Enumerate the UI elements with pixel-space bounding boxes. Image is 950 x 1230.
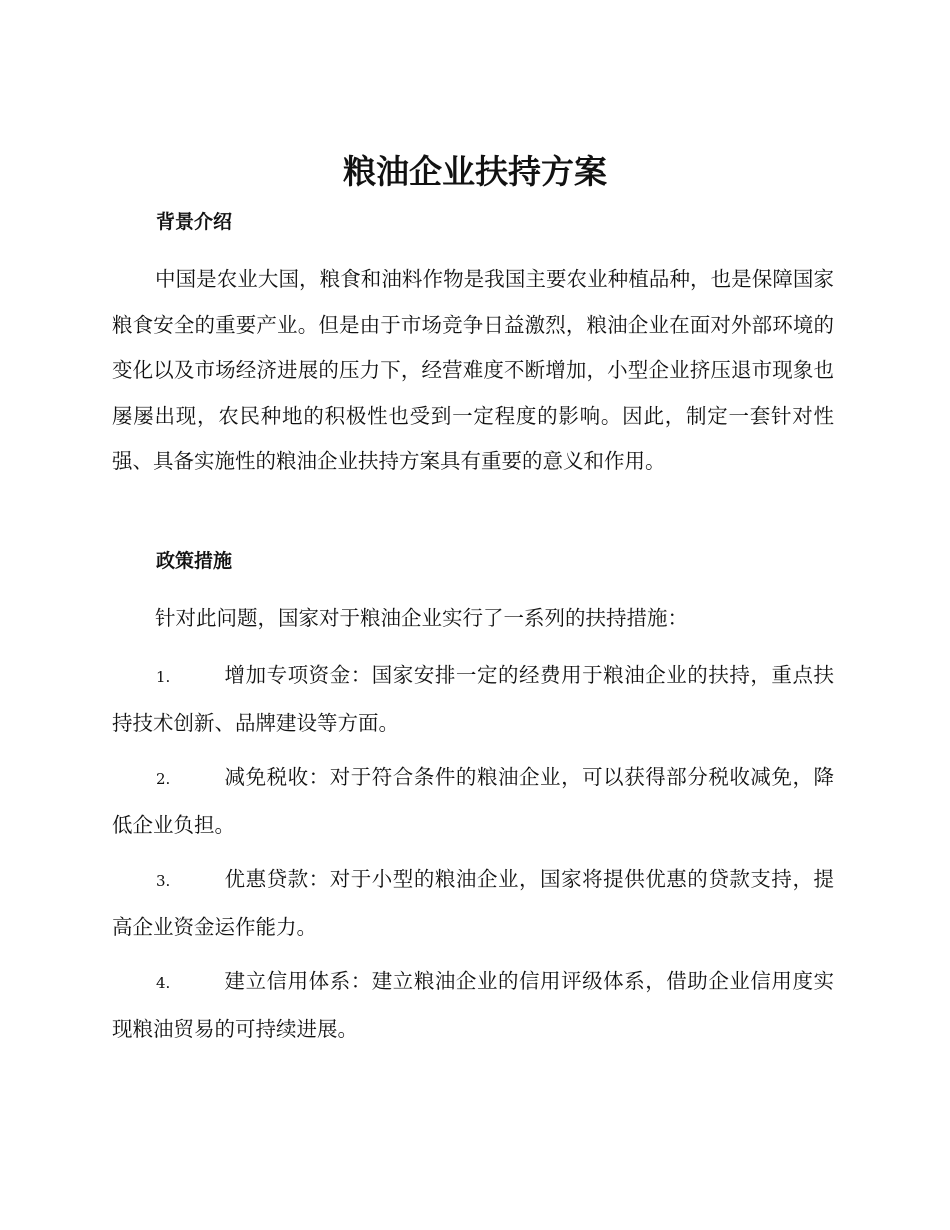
- list-item-text: 建立信用体系：建立粮油企业的信用评级体系，借助企业信用度实现粮油贸易的可持续进展。: [112, 969, 834, 1041]
- list-item-text: 优惠贷款：对于小型的粮油企业，国家将提供优惠的贷款支持，提高企业资金运作能力。: [112, 867, 834, 939]
- list-item-text: 增加专项资金：国家安排一定的经费用于粮油企业的扶持，重点扶持技术创新、品牌建设等方面。: [112, 663, 834, 735]
- list-item: [112, 959, 834, 1052]
- list-item-number: 2.: [156, 770, 171, 788]
- background-paragraph: 中国是农业大国，粮食和油料作物是我国主要农业种植品种，也是保障国家粮食安全的重要产业。但是由于市场竞争日益激烈，粮油企业在面对外部环境的变化以及市场经济进展的压力下，经营难度不断增加，小型企业挤压退市现象也屡屡出现，农民种地的积极性也受到一定程度的影响。因此，制定一套针对性强、具备实施性的粮油企业扶持方案具有重要的意义和作用。: [112, 267, 834, 473]
- section-heading-policy: 政策措施: [156, 550, 233, 572]
- list-item: [112, 755, 834, 848]
- list-item: [112, 857, 834, 950]
- list-item-number: 4.: [156, 974, 171, 992]
- list-item: [112, 653, 834, 746]
- document-title: 粮油企业扶持方案: [343, 152, 607, 191]
- section-heading-background: 背景介绍: [156, 211, 233, 233]
- list-item-number: 1.: [156, 668, 171, 686]
- policy-intro-paragraph: 针对此问题，国家对于粮油企业实行了一系列的扶持措施：: [155, 606, 688, 630]
- list-item-number: 3.: [156, 872, 171, 890]
- list-item-text: 减免税收：对于符合条件的粮油企业，可以获得部分税收减免，降低企业负担。: [112, 765, 834, 837]
